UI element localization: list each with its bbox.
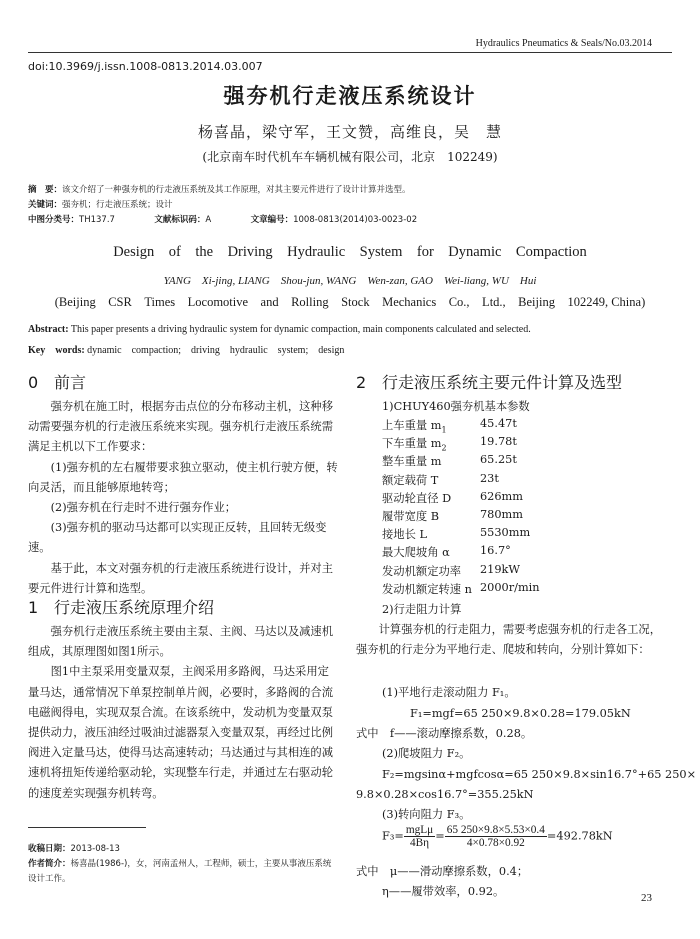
param-value: 2000r/min <box>480 580 540 594</box>
r3-fraction-2 <box>445 824 547 849</box>
section-0-p1: 强夯机在施工时，根据夯击点位的分布移动主机，这种移动需要强夯机的行走液压系统来实现。强夯机行走液压系统需满足主机以下工作要求： <box>28 400 334 454</box>
art-label: 文章编号： <box>250 215 294 225</box>
param-label: 接地长 L <box>382 528 427 542</box>
r3-fraction-1 <box>404 824 435 849</box>
r2-equation-b: 9.8×0.28×cos16.7°=355.25kN <box>356 788 534 801</box>
section-1-number: 1 <box>28 598 39 617</box>
param-value: 19.78t <box>480 435 517 449</box>
param-row <box>382 435 517 453</box>
section-1-p2: 图1中主泵采用变量双泵，主阀采用多路阀，马达采用定量马达，通常情况下单泵控制单片阀，必要时，多路阀的合流电磁阀得电，实现双泵合流。在该系统中，发动机为变量双泵提供动力，液压油经过吸油过滤器泵入变量双泵，再经过比例阀进入定量马达，使得马达高速转动；马达通过与其相连的减速机将扭矩传递给驱动轮，实现整车行走，并通过左右驱动轮的速度差实现强夯机转弯。 <box>28 665 334 800</box>
r1-equation: F₁=mgf=65 250×9.8×0.28=179.05kN <box>410 707 631 720</box>
r2-equation-a: F₂=mgsinα+mgfcosα=65 250×9.8×sin16.7°+65 250× <box>382 768 697 781</box>
cls-label: 中图分类号： <box>28 215 80 225</box>
param-label: 整车重量 m <box>382 455 442 469</box>
abstract-cn-text: 该文介绍了一种强夯机的行走液压系统及其工作原理，对其主要元件进行了设计计算并选型。 <box>62 185 411 195</box>
param-label: 驱动轮直径 D <box>382 491 452 505</box>
affiliation-cn: (北京南车时代机车车辆机械有限公司，北京 102249) <box>202 150 498 164</box>
authors-cn: 杨喜晶，梁守军，王文赞，高维良，吴 慧 <box>197 123 502 141</box>
abstract-en-label: Abstract: <box>28 324 69 335</box>
param-value: 65.25t <box>480 453 517 467</box>
footnote <box>28 842 338 887</box>
abstract-en <box>28 324 672 335</box>
r3-title: (3)转向阻力 F₃。 <box>382 808 471 821</box>
param-label: 最大爬坡角 α <box>382 546 450 560</box>
r3-where-2: η——履带效率，0.92。 <box>382 885 505 898</box>
param-value: 23t <box>480 471 499 485</box>
param-label: 履带宽度 B <box>382 510 440 523</box>
param-row <box>382 562 521 580</box>
section-0-body <box>28 397 338 599</box>
title-en: Design of the Driving Hydraulic System for Dynamic Compaction <box>113 244 587 260</box>
footnote-rule <box>28 827 146 828</box>
title-cn: 强夯机行走液压系统设计 <box>223 83 477 108</box>
keywords-en <box>28 341 672 356</box>
section-1-heading <box>28 595 214 618</box>
section-0-p2: (1)强夯机的左右履带要求独立驱动，使主机行驶方便，转向灵活，而且能够原地转弯； <box>28 460 338 494</box>
doc-label: 文献标识码： <box>154 215 206 225</box>
param-subscript: 1 <box>441 425 447 435</box>
section-0-number: 0 <box>28 373 39 392</box>
keywords-en-label: Key words: <box>28 345 85 356</box>
section-2-number: 2 <box>356 373 367 392</box>
page-number: 23 <box>641 892 652 904</box>
section-1-p1: 强夯机行走液压系统主要由主泵、主阀、马达以及减速机组成，其原理图如图1所示。 <box>28 625 334 659</box>
doi[interactable]: doi:10.3969/j.issn.1008-0813.2014.03.007 <box>28 60 263 73</box>
r3-f2-num: 65 250×9.8×5.53×0.4 <box>446 824 545 836</box>
r1-title: (1)平地行走滚动阻力 F₁。 <box>382 686 516 699</box>
journal-header: Hydraulics Pneumatics & Seals/No.03.2014 <box>475 38 652 49</box>
header-rule <box>28 52 672 53</box>
section-1-body <box>28 622 338 804</box>
keywords-cn <box>28 198 173 210</box>
keywords-cn-label: 关键词： <box>28 200 63 210</box>
section-2-title: 行走液压系统主要元件计算及选型 <box>382 373 623 392</box>
param-row <box>382 544 511 561</box>
section-2-heading <box>356 370 622 393</box>
param-label: 发动机额定功率 <box>382 564 462 578</box>
classification-line <box>28 213 417 225</box>
r1-where: 式中 f——滚动摩擦系数，0.28。 <box>356 727 533 740</box>
param-label: 额定载荷 T <box>382 473 439 487</box>
param-row <box>382 471 499 489</box>
param-row <box>382 580 540 598</box>
param-row <box>382 489 523 507</box>
param-value: 5530mm <box>480 526 531 540</box>
param-row <box>382 508 523 525</box>
param-label: 发动机额定转速 n <box>382 582 472 596</box>
received-value: 2013-08-13 <box>70 844 120 854</box>
param-row <box>382 417 517 435</box>
keywords-en-text: dynamic compaction; driving hydraulic system; design <box>84 345 345 356</box>
authors-en: YANG Xi-jing, LIANG Shou-jun, WANG Wen-zan, GAO Wei-liang, WU Hui <box>163 275 537 287</box>
received-label: 收稿日期： <box>28 844 71 854</box>
param-label: 下车重量 m <box>382 437 442 451</box>
abstract-en-text: This paper presents a driving hydraulic system for dynamic compaction, main components calculated and selected. <box>68 324 531 335</box>
param-label: 上车重量 m <box>382 419 442 432</box>
abstract-cn <box>28 183 411 195</box>
r3-rhs: =492.78kN <box>546 829 613 843</box>
r3-f1-num: mgLμ <box>405 824 434 836</box>
param-value: 626mm <box>480 489 523 503</box>
r3-equation: F₃= $\frac{\text{mgLμ}}{4B\eta}$ = $\frac{65 250\times 9.8\times 5.53\times 0.4}{4\times 0.78\times 0.92}$ =492.78kN <box>382 824 613 849</box>
cls-value: TH137.7 <box>79 215 115 225</box>
r3-f1-den: 4Bη <box>410 837 430 849</box>
section-0-heading <box>28 370 86 393</box>
bio-text: 杨喜晶(1986-)，女，河南孟州人，工程师，硕士，主要从事液压系统设计工作。 <box>28 859 332 884</box>
resistance-subheading: 2)行走阻力计算 <box>382 603 462 616</box>
keywords-cn-text: 强夯机；行走液压系统；设计 <box>62 200 173 210</box>
param-value: 219kW <box>480 562 521 576</box>
r3-f2-den: 4×0.78×0.92 <box>466 837 525 849</box>
art-value: 1008-0813(2014)03-0023-02 <box>293 215 418 225</box>
r3-lhs: F₃= <box>382 829 404 843</box>
r3-where-1: 式中 μ——滑动摩擦系数，0.4； <box>356 865 529 878</box>
param-row <box>382 453 517 470</box>
param-row <box>382 526 531 543</box>
abstract-cn-label: 摘 要： <box>28 185 63 195</box>
params-subheading: 1)CHUY460强夯机基本参数 <box>382 400 530 413</box>
doc-value: A <box>205 215 212 225</box>
affiliation-en: (Beijing CSR Times Locomotive and Rolling Stock Mechanics Co., Ltd., Beijing 102249, China) <box>54 295 646 309</box>
param-value: 45.47t <box>480 417 517 430</box>
param-subscript: 2 <box>441 443 447 453</box>
resistance-intro: 计算强夯机的行走阻力，需要考虑强夯机的行走各工况，强夯机的行走分为平地行走、爬坡和转向，分别计算如下： <box>356 623 662 657</box>
param-value: 16.7° <box>480 544 511 558</box>
section-1-title: 行走液压系统原理介绍 <box>54 598 215 617</box>
section-0-p5: 基于此，本文对强夯机的行走液压系统进行设计，并对主要元件进行计算和选型。 <box>28 561 334 595</box>
section-0-p4: (3)强夯机的驱动马达都可以实现正反转，且回转无级变速。 <box>28 521 327 555</box>
r2-title: (2)爬坡阻力 F₂。 <box>382 747 471 760</box>
section-0-p3: (2)强夯机在行走时不进行强夯作业； <box>50 501 237 515</box>
bio-label: 作者简介： <box>28 859 71 869</box>
section-0-title: 前言 <box>54 373 87 392</box>
param-value: 780mm <box>480 508 523 521</box>
